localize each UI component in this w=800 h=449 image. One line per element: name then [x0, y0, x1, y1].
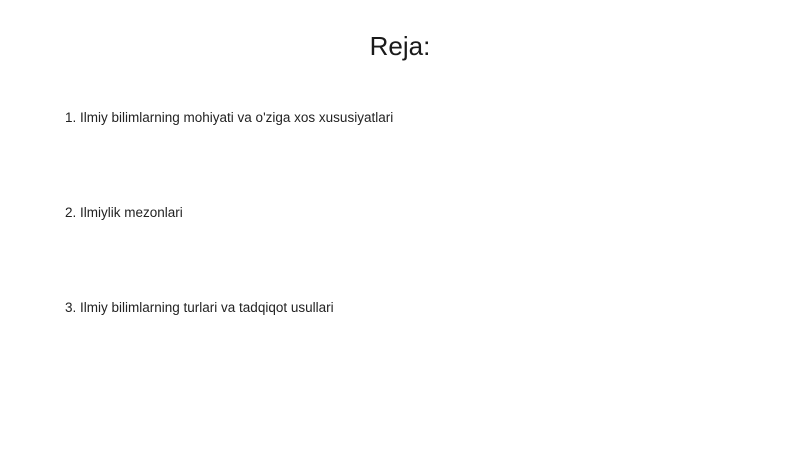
slide-title: Reja: — [369, 31, 431, 61]
plan-item: 1. Ilmiy bilimlarning mohiyati va o'ziga xos xususiyatlari — [65, 110, 394, 125]
plan-item: 3. Ilmiy bilimlarning turlari va tadqiqot usullari — [65, 300, 334, 315]
plan-item: 2. Ilmiylik mezonlari — [65, 205, 183, 220]
